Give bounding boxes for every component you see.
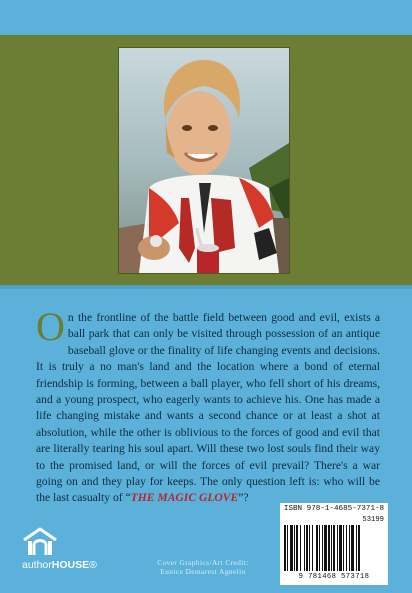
price-code: 53199	[362, 516, 384, 524]
cover-credit	[128, 559, 278, 577]
book-title-reference: THE MAGIC GLOVE	[130, 491, 239, 505]
panel-divider	[0, 285, 412, 289]
blurb-text: n the frontline of the battle field between good and evil, exists a ball park that can only be visited through possession of an antique baseball glove or the finality of life changing events and decisions. It is truly a no man's land and the location where a bond of eternal friendship is forming, between a ball player, who fell short of his dreams, and a young prospect, who eagerly wants to achieve his. One has made a life changing mistake and wants a second chance or at least a shot at absolution, while the other is oblivious to the forces of good and evil that are literally tearing his soul apart. Will these two lost souls find their way to the promised land, or will the forces of evil prevail? There's a war going on and they play for keeps. The only question left is: who will be the last casualty of “	[36, 311, 380, 505]
barcode-digits: 9 781468 573718	[298, 573, 370, 581]
publisher-name	[22, 559, 102, 571]
isbn-label: ISBN 978-1-4685-7371-8	[283, 505, 385, 513]
blurb-ending: ”?	[238, 491, 249, 505]
authorhouse-logo-icon	[22, 527, 58, 557]
barcode-box	[280, 503, 388, 585]
credit-line-1: Cover Graphics/Art Credit:	[157, 559, 249, 567]
book-blurb	[36, 304, 380, 507]
barcode-bars	[284, 525, 384, 573]
top-band	[0, 0, 412, 35]
publisher-name-bold: HOUSE	[51, 559, 90, 571]
registered-mark: ®	[89, 559, 97, 571]
publisher-name-light: author	[22, 559, 52, 571]
author-photo	[118, 47, 290, 274]
credit-line-2: Eunice Demarest Agnello	[160, 568, 246, 576]
drop-cap: O	[36, 304, 65, 349]
publisher-logo	[22, 527, 102, 571]
